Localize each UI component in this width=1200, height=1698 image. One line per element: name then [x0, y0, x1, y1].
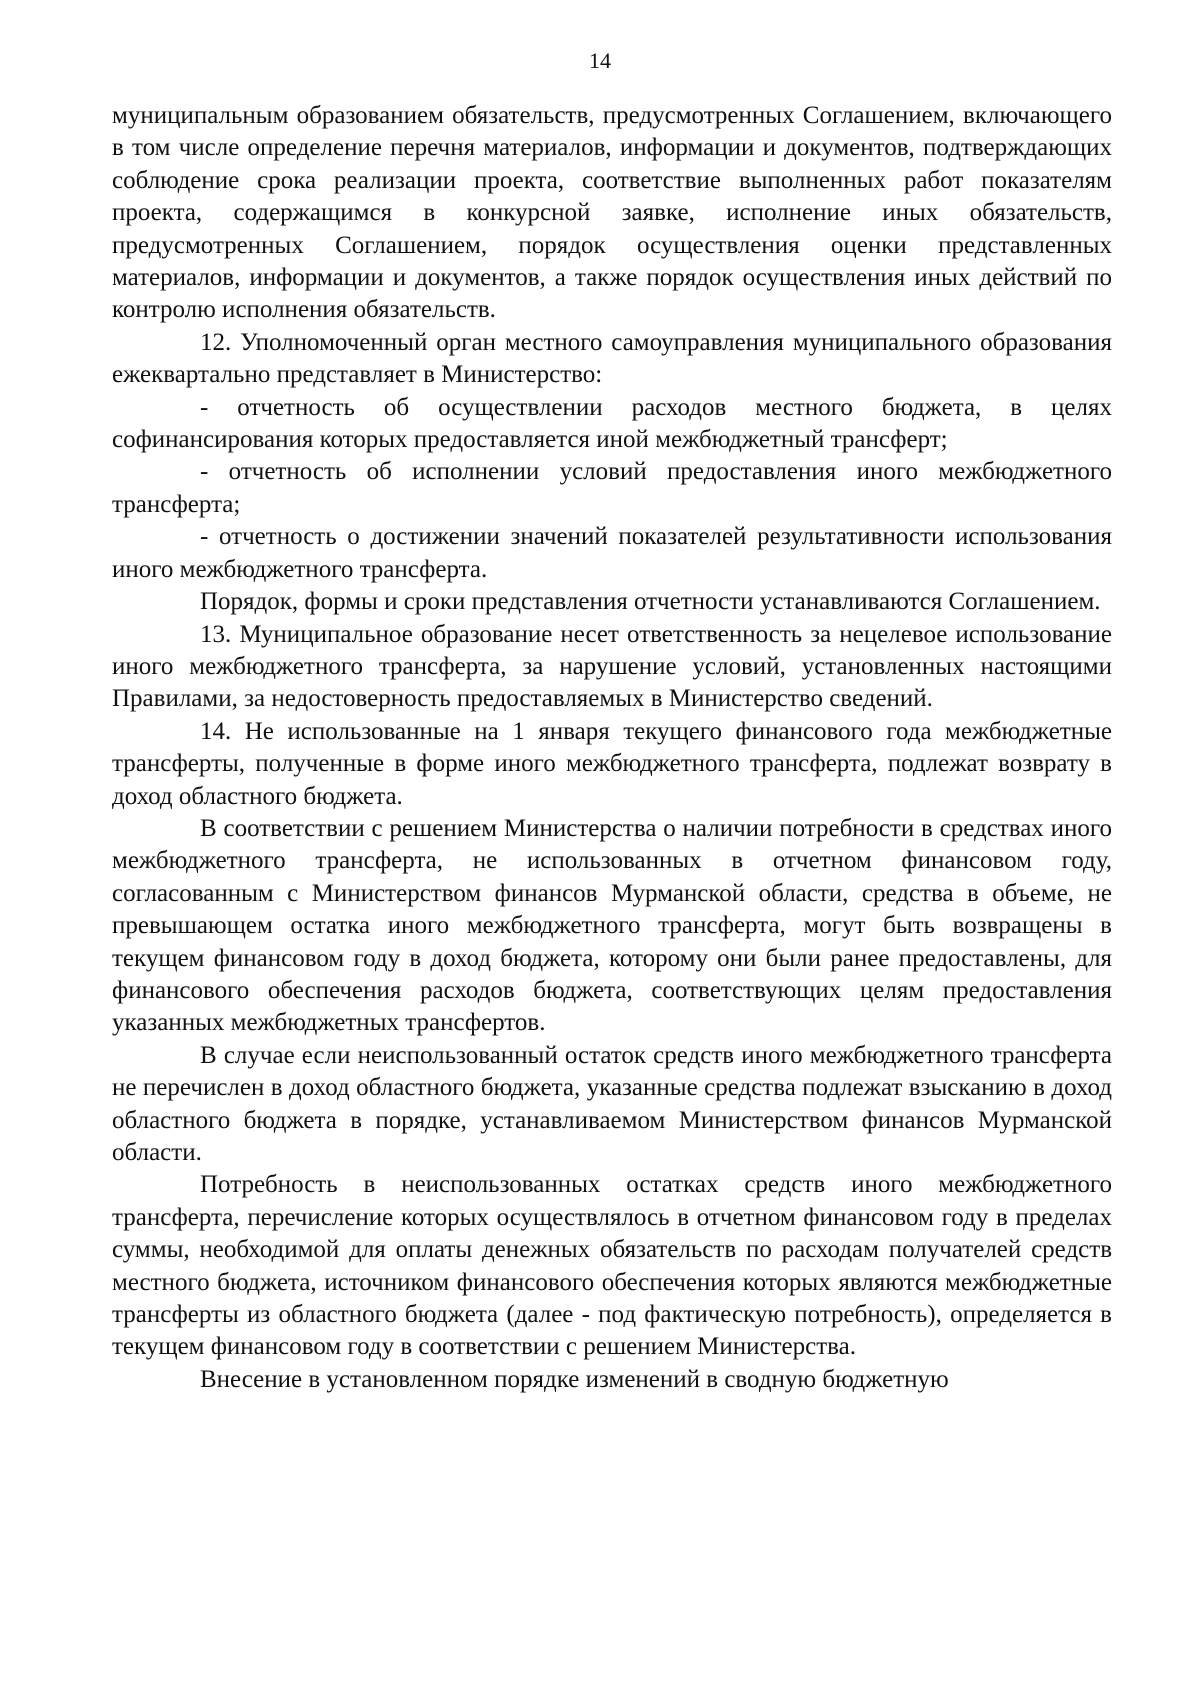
paragraph: Порядок, формы и сроки представления отчетности устанавливаются Соглашением.	[200, 588, 1101, 616]
paragraph: Внесение в установленном порядке изменений в сводную бюджетную	[200, 1365, 949, 1393]
paragraph: муниципальным образованием обязательств, предусмотренных Соглашением, включающего в том числе определение перечня материалов, информации и документов, подтверждающих соблюдение срока реализации проекта, соответствие выполненных работ показателям проекта, содержащимся в конкурсной заявке, исполнение иных обязательств, предусмотренных Соглашением, порядок осуществления оценки представленных материалов, информации и документов, а также порядок осуществления иных действий по контролю исполнения обязательств.	[112, 102, 1112, 324]
paragraph: - отчетность об исполнении условий предоставления иного межбюджетного трансферта;	[112, 458, 1112, 518]
paragraph: 14. Не использованные на 1 января текущего финансового года межбюджетные трансферты, полученные в форме иного межбюджетного трансферта, подлежат возврату в доход областного бюджета.	[112, 717, 1112, 810]
paragraph: 12. Уполномоченный орган местного самоуправления муниципального образования ежеквартально представляет в Министерство:	[112, 328, 1112, 389]
document-body	[112, 100, 1112, 1396]
paragraph: В соответствии с решением Министерства о наличии потребности в средствах иного межбюджетного трансферта, не использованных в отчетном финансовом году, согласованным с Министерством финансов Мурманской области, средства в объеме, не превышающем остатка иного межбюджетного трансферта, могут быть возвращены в текущем финансовом году в доход бюджета, которому они были ранее предоставлены, для финансового обеспечения расходов бюджета, соответствующих целям предоставления указанных межбюджетных трансфертов.	[112, 814, 1112, 1037]
paragraph: В случае если неиспользованный остаток средств иного межбюджетного трансферта не перечислен в доход областного бюджета, указанные средства подлежат взысканию в доход областного бюджета в порядке, устанавливаемом Министерством финансов Мурманской области.	[112, 1041, 1112, 1166]
paragraph: 13. Муниципальное образование несет ответственность за нецелевое использование иного межбюджетного трансферта, за нарушение условий, установленных настоящими Правилами, за недостоверность предоставляемых в Министерство сведений.	[112, 620, 1112, 713]
paragraph: Потребность в неиспользованных остатках средств иного межбюджетного трансферта, перечисление которых осуществлялось в отчетном финансовом году в пределах суммы, необходимой для оплаты денежных обязательств по расходам получателей средств местного бюджета, источником финансового обеспечения которых являются межбюджетные трансферты из областного бюджета (далее - под фактическую потребность), определяется в текущем финансовом году в соответствии с решением Министерства.	[112, 1171, 1112, 1361]
paragraph: - отчетность об осуществлении расходов местного бюджета, в целях софинансирования которых предоставляется иной межбюджетный трансферт;	[112, 393, 1112, 454]
paragraph: - отчетность о достижении значений показателей результативности использования иного межбюджетного трансферта.	[112, 523, 1112, 583]
page-number: 14	[589, 48, 611, 73]
